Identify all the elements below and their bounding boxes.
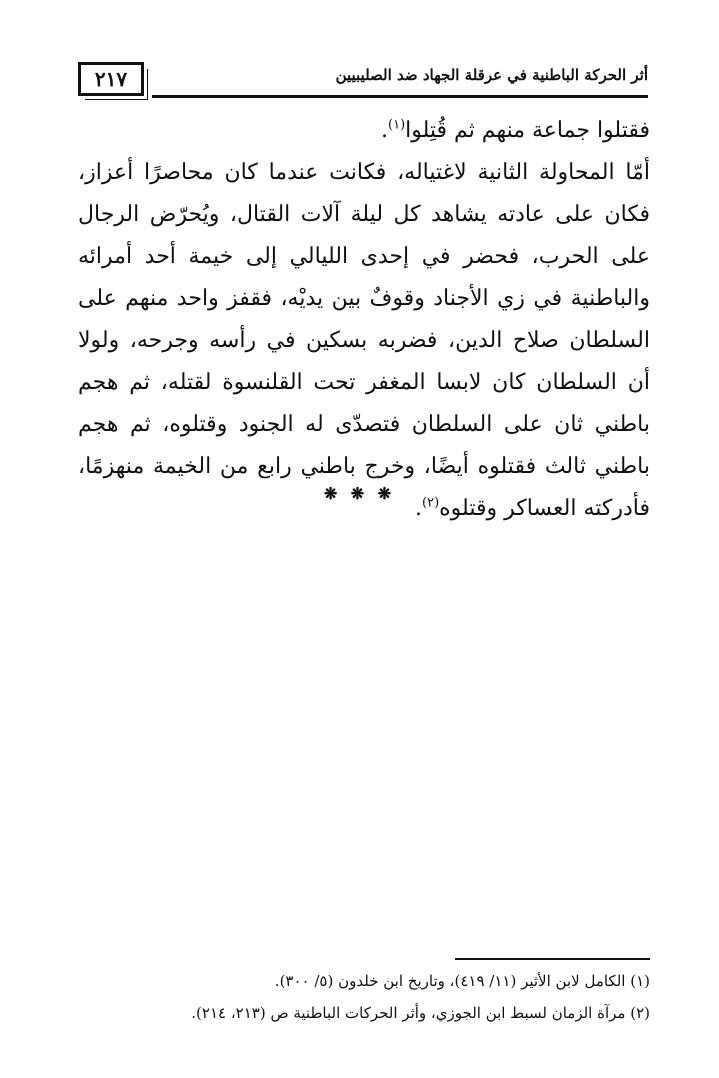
section-separator: ❋ ❋ ❋ [323, 484, 396, 503]
body-text [78, 110, 650, 530]
footnote-2: (٢) مرآة الزمان لسبط ابن الجوزي، وأثر الحركات الباطنية ص (٢١٣، ٢١٤). [191, 1004, 650, 1022]
paragraph-1-text: فقتلوا جماعة منهم ثم قُتِلوا [405, 118, 650, 143]
paragraph-1 [78, 110, 650, 152]
paragraph-2 [78, 152, 650, 530]
footnote-ref-1: (١) [388, 117, 406, 133]
footnotes [150, 965, 650, 1029]
page-header [78, 62, 648, 102]
footnote-1: (١) الكامل لابن الأثير (١١/ ٤١٩)، وتاريخ ابن خلدون (٥/ ٣٠٠). [274, 972, 650, 990]
paragraph-2-text: أمّا المحاولة الثانية لاغتياله، فكانت عندما كان محاصرًا أعزاز، فكان على عادته يشاهد كل ليلة آلات القتال، ويُحرّض الرجال على الحرب، فحضر في إحدى الليالي إلى خيمة أحد أمرائه والباطنية في زي الأجناد وقوفٌ بين يديْه، فقفز واحد منهم على السلطان صلاح الدين، فضربه بسكين في رأسه وجرحه، ولولا أن السلطان كان لابسا المغفر تحت القلنسوة لقتله، ثم هجم باطني ثان على السلطان فتصدّى له الجنود وقتلوه، ثم هجم باطني ثالث فقتلوه أيضًا، وخرج باطني رابع من الخيمة منهزمًا، فأدركته العساكر وقتلوه [78, 160, 650, 521]
page-number: ٢١٧ [78, 62, 144, 96]
paragraph-2-tail: . [415, 496, 422, 521]
footnote-rule [455, 958, 650, 960]
header-rule [152, 95, 648, 98]
footnote-ref-2: (٢) [422, 495, 440, 511]
paragraph-1-tail: . [381, 118, 388, 143]
running-title: أثر الحركة الباطنية في عرقلة الجهاد ضد الصليبيين [335, 66, 648, 84]
